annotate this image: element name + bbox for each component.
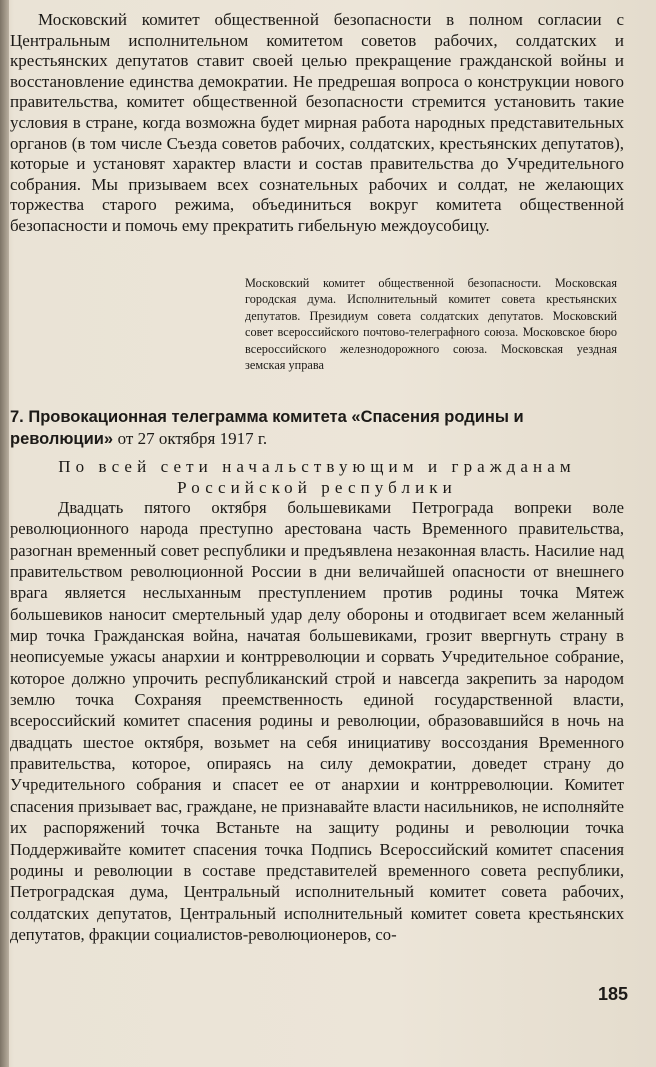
section-date: от 27 октября 1917 г. <box>117 429 268 448</box>
statement-block <box>10 10 624 237</box>
section-heading <box>10 406 610 450</box>
section-title: 7. Провокационная телеграмма комитета «Спасения родины и революции» <box>10 408 524 448</box>
statement-paragraph: Московский комитет общественной безопасности в полном согласии с Центральным исполнительном комитетом советов рабочих, солдатских и крестьянских депутатов ставит своей целью прекращение гражданской войны и восстановление единства демократии. Не предрешая вопроса о конструкции нового правительства, комитет общественной безопасности стремится установить такие условия в стране, когда возможна будет мирная работа народных представительных органов (в том числе Съезда советов рабочих, солдатских, крестьянских депутатов), которые и установят характер власти и состав правительства до Учредительного собрания. Мы призываем всех сознательных рабочих и солдат, не желающих торжества старого режима, объединиться вокруг комитета общественной безопасности и помочь ему прекратить гибельную междоусобицу. <box>10 10 624 235</box>
telegram-body <box>10 497 624 945</box>
signatories-list: Московский комитет общественной безопасности. Московская городская дума. Исполнительный комитет совета крестьянских депутатов. Президиум совета солдатских депутатов. Московский совет всероссийского почтово-телеграфного союза. Московское бюро всероссийского железнодорожного союза. Московская уездная земская управа <box>245 276 617 373</box>
telegram-address: По всей сети начальствующим и гражданам Российской республики <box>58 457 576 497</box>
page-number: 185 <box>597 984 628 1004</box>
page-binding-edge <box>0 0 9 1067</box>
telegram-paragraph: Двадцать пятого октября большевиками Петрограда вопреки воле революционного народа преступно арестована часть Временного правительства, разогнан временный совет республики и предъявлена незаконная власть. Насилие над правительством революционной России в дни величайшей опасности от внешнего врага является неслыханным преступлением против родины точка Мятеж большевиков наносит смертельный удар делу обороны и отодвигает всем желанный мир точка Гражданская война, начатая большевиками, грозит ввергнуть страну в неописуемые ужасы анархии и контрреволюции и сорвать Учредительное собрание, которое должно упрочить республиканский строй и навсегда закрепить за народом землю точка Сохраняя преемственность единой государственной власти, всероссийский комитет спасения родины и революции, образовавшийся в ночь на двадцать шестое октября, возьмет на себя инициативу воссоздания Временного правительства, которое, опираясь на силу демократии, доведет страну до Учредительного собрания и спасет ее от анархии и контрреволюции. Комитет спасения призывает вас, граждане, не признавайте власти насильников, не исполняйте их распоряжений точка Встаньте на защиту родины и революции точка Поддерживайте комитет спасения точка Подпись Всероссийский комитет спасения родины и революции в составе представителей временного совета республики, Петроградская дума, Центральный исполнительный комитет совета рабочих, солдатских депутатов, Центральный исполнительный комитет совета крестьянских депутатов, фракции социалистов-революционеров, со- <box>10 498 624 944</box>
